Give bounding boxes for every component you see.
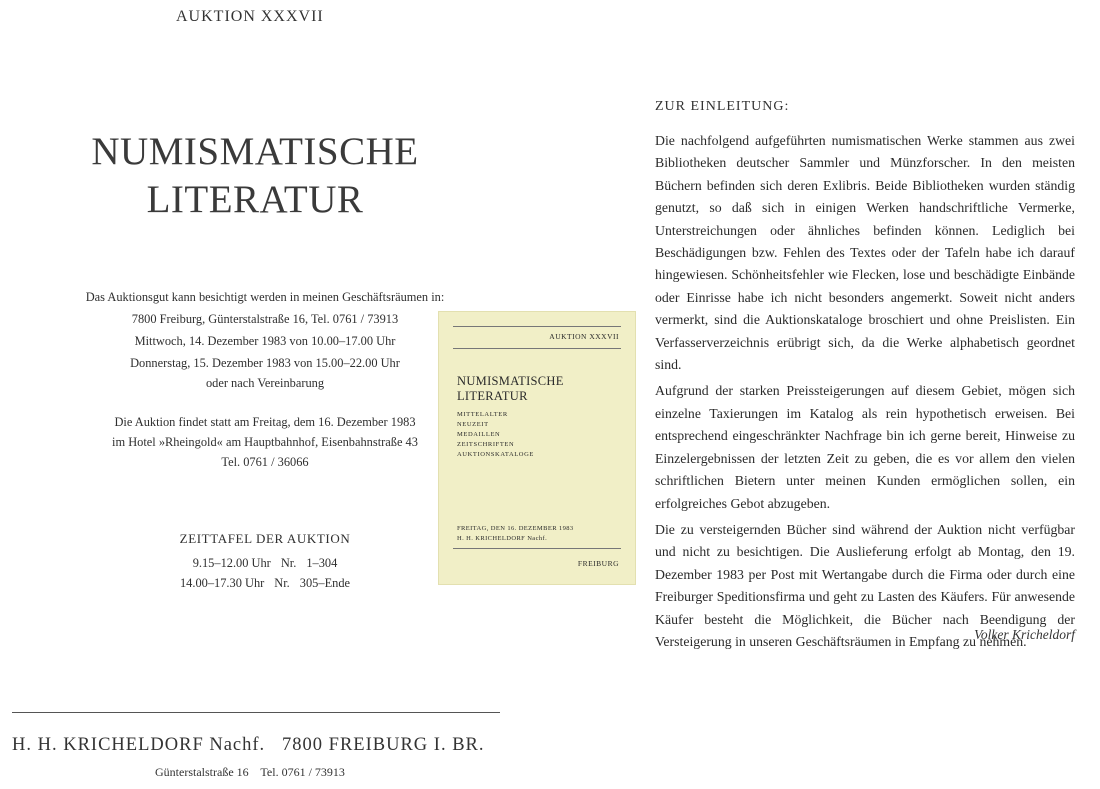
schedule-nr: Nr. (280, 556, 297, 570)
schedule-time: 14.00–17.30 Uhr (179, 576, 265, 590)
cover-rule (453, 548, 621, 549)
intro-heading: ZUR EINLEITUNG: (655, 99, 790, 114)
intro-paragraph: Die nachfolgend aufgeführten numismatischen Werke stammen aus zwei Bibliotheken deutscher Sammler und Münzforscher. In den meisten Büchern befinden sich deren Exlibris. Beide Bibliotheken wurden ständig genutzt, so daß sich in einigen Werken handschriftliche Vermerke, Unterstreichungen oder ähnliches befinden können. Lediglich bei Beschädigungen bzw. Fehlen des Textes oder der Tafeln habe ich darauf hingewiesen. Schönheitsfehler wie Flecken, lose und beschädigte Einbände oder Einrisse habe ich nicht besonders angemerkt. Soweit nicht anders vermerkt, sind die Auktionskataloge broschiert und ohne Preislisten. Ein Verfasserverzeichnis erübrigt sich, da die Werke alphabetisch geordnet sind. (655, 133, 1075, 373)
viewing-alt: oder nach Vereinbarung (205, 376, 325, 390)
viewing-intro: Das Auktionsgut kann besichtigt werden in meinen Geschäftsräumen in: (85, 290, 445, 304)
catalog-title (40, 128, 470, 224)
venue-line-2: im Hotel »Rheingold« am Hauptbahnhof, Eisenbahnstraße 43 (112, 435, 418, 449)
schedule-time: 9.15–12.00 Uhr (192, 556, 271, 570)
intro-text (655, 130, 1075, 657)
cover-topic: MEDAILLEN (457, 431, 501, 438)
cover-city: FREIBURG (577, 559, 619, 568)
footer-divider (12, 712, 500, 713)
cover-title: NUMISMATISCHE LITERATUR (457, 374, 564, 403)
cover-topic: ZEITSCHRIFTEN (457, 441, 515, 448)
cover-auction: AUKTION XXXVII (549, 332, 619, 341)
intro-paragraph: Aufgrund der starken Preissteigerungen auf diesem Gebiet, mögen sich einzelne Taxierungen im Katalog als rein hypothetisch erweisen. Bei entsprechend eingeschränkter Nachfrage bin ich gerne bereit, Hinweise zu Einzelergebnissen der letzten Zeit zu geben, die es vor allem den vielen schriftlichen Bietern unter meinen Kunden ermöglichen sollen, ein erfolgreiches Gebot abzugeben. (655, 383, 1075, 511)
schedule (40, 529, 490, 593)
cover-firm: H. H. KRICHELDORF Nachf. (457, 535, 548, 542)
title-line-2: LITERATUR (146, 178, 364, 221)
cover-date-block (457, 524, 574, 544)
schedule-row (40, 573, 490, 593)
catalog-cover-image (438, 311, 636, 585)
cover-topic: AUKTIONSKATALOGE (457, 451, 534, 458)
schedule-range: 1–304 (306, 556, 338, 570)
venue-line-1: Die Auktion findet statt am Freitag, dem 16. Dezember 1983 (114, 415, 416, 429)
viewing-day2: Donnerstag, 15. Dezember 1983 von 15.00–22.00 Uhr (130, 356, 400, 370)
schedule-title: ZEITTAFEL DER AUKTION (179, 531, 351, 546)
cover-topic: NEUZEIT (457, 421, 489, 428)
schedule-nr: Nr. (274, 576, 290, 590)
signature: Volker Kricheldorf (974, 627, 1075, 642)
auction-header: AUKTION XXXVII (176, 8, 324, 25)
cover-topics (457, 410, 534, 460)
schedule-range: 305–Ende (299, 576, 351, 590)
cover-topic: MITTELALTER (457, 411, 508, 418)
schedule-row (40, 553, 490, 573)
viewing-day1: Mittwoch, 14. Dezember 1983 von 10.00–17.00 Uhr (134, 334, 396, 348)
venue-line-3: Tel. 0761 / 36066 (221, 455, 309, 469)
cover-rule (453, 348, 621, 349)
cover-date: FREITAG, DEN 16. DEZEMBER 1983 (457, 525, 574, 532)
title-line-1: NUMISMATISCHE (91, 130, 419, 173)
intro-paragraph: Die zu versteigernden Bücher sind während der Auktion nicht verfügbar und nicht zu besichtigen. Die Auslieferung erfolgt ab Montag, den 19. Dezember 1983 per Post mit Wertangabe durch die Firma oder durch eine Freiburger Speditionsfirma und geht zu Lasten des Käufers. Für anwesende Käufer besteht die Möglichkeit, die Bücher nach Beendigung der Versteigerung in unseren Geschäftsräumen in Empfang zu nehmen. (655, 521, 1075, 649)
cover-rule (453, 326, 621, 327)
venue-info (40, 412, 490, 472)
viewing-address: 7800 Freiburg, Günterstalstraße 16, Tel. 0761 / 73913 (131, 312, 399, 326)
footer-address: Günterstalstraße 16 Tel. 0761 / 73913 (155, 765, 345, 779)
footer-publisher: H. H. KRICHELDORF Nachf. 7800 FREIBURG I. BR. (12, 735, 485, 755)
viewing-info (40, 287, 490, 393)
